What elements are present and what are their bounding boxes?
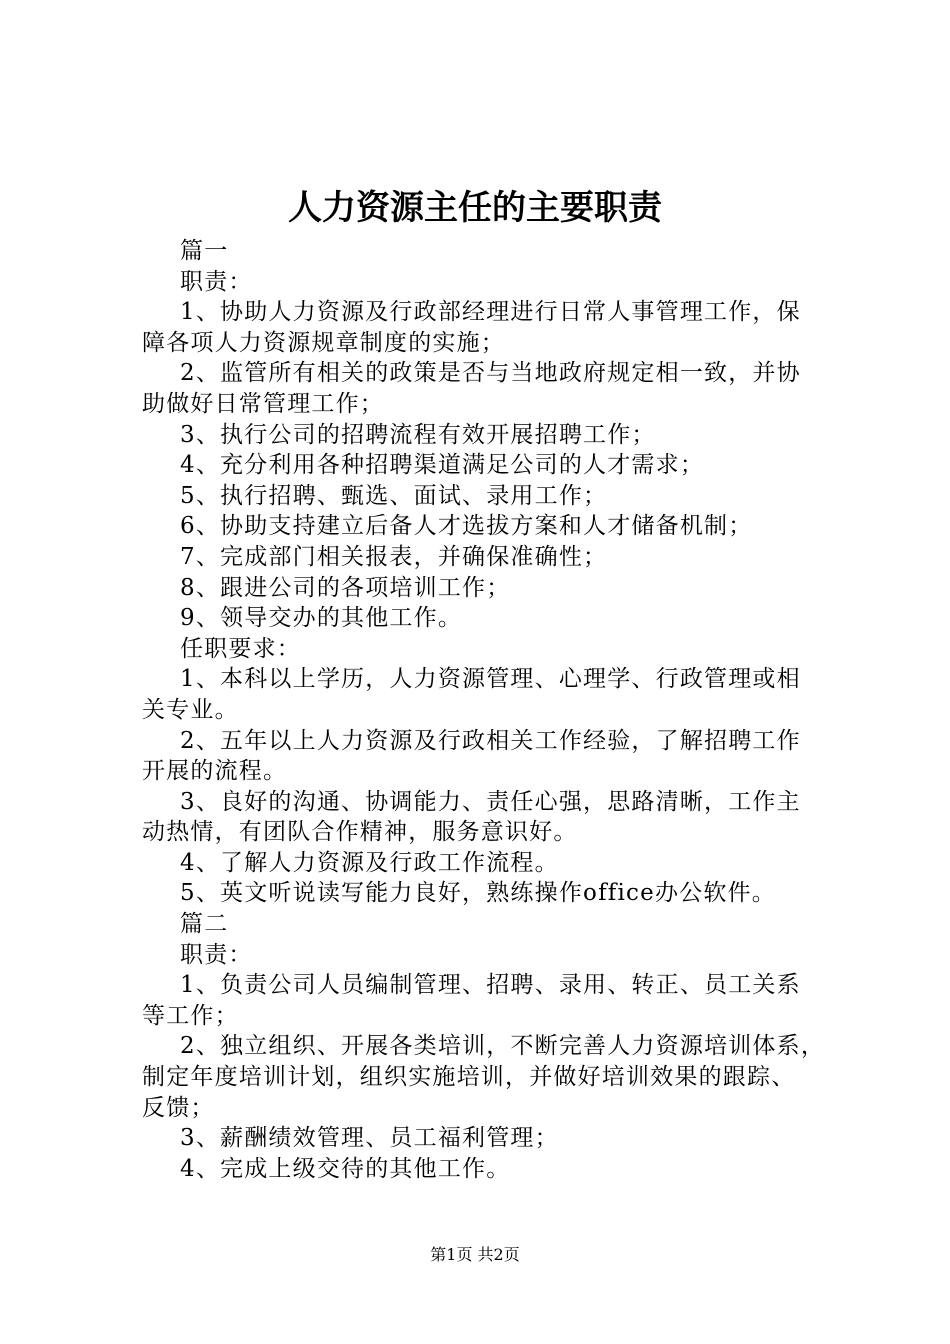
paragraph-line: 3、良好的沟通、协调能力、责任心强，思路清晰，工作主: [180, 788, 801, 815]
page-footer: 第1页 共2页: [430, 1245, 520, 1264]
paragraph-line: 关专业。: [142, 696, 239, 723]
paragraph-line: 开展的流程。: [142, 758, 288, 785]
paragraph-line: 5、执行招聘、甄选、面试、录用工作；: [180, 482, 608, 509]
paragraph-line: 5、英文听说读写能力良好，熟练操作office办公软件。: [180, 880, 776, 907]
section-heading-part-two: 篇二: [180, 911, 229, 938]
paragraph-line: 3、执行公司的招聘流程有效开展招聘工作；: [180, 421, 656, 448]
paragraph-line: 8、跟进公司的各项培训工作；: [180, 574, 511, 601]
document-title: 人力资源主任的主要职责: [288, 188, 662, 228]
section-heading-part-one: 篇一: [180, 238, 229, 264]
paragraph-line: 4、充分利用各种招聘渠道满足公司的人才需求；: [180, 452, 705, 479]
paragraph-line: 2、监管所有相关的政策是否与当地政府规定相一致，并协: [180, 360, 801, 387]
subheading-duties: 职责：: [180, 268, 253, 295]
paragraph-line: 4、完成上级交待的其他工作。: [180, 1155, 511, 1182]
paragraph-line: 等工作；: [142, 1002, 239, 1029]
paragraph-line: 1、负责公司人员编制管理、招聘、录用、转正、员工关系: [180, 972, 801, 999]
paragraph-line: 障各项人力资源规章制度的实施；: [142, 329, 505, 356]
paragraph-line: 4、了解人力资源及行政工作流程。: [180, 849, 559, 876]
paragraph-line: 反馈；: [142, 1094, 215, 1121]
document-body: [142, 236, 838, 1184]
paragraph-line: 2、五年以上人力资源及行政相关工作经验，了解招聘工作: [180, 727, 801, 754]
subheading-duties: 职责：: [180, 941, 253, 968]
paragraph-line: 制定年度培训计划，组织实施培训，并做好培训效果的跟踪、: [142, 1064, 796, 1091]
paragraph-line: 助做好日常管理工作；: [142, 390, 384, 417]
paragraph-line: 2、独立组织、开展各类培训，不断完善人力资源培训体系，: [180, 1033, 826, 1060]
paragraph-line: 7、完成部门相关报表，并确保准确性；: [180, 543, 608, 570]
paragraph-line: 1、本科以上学历，人力资源管理、心理学、行政管理或相: [180, 666, 801, 693]
paragraph-line: 9、领导交办的其他工作。: [180, 605, 463, 632]
paragraph-line: 动热情，有团队合作精神，服务意识好。: [142, 819, 578, 846]
paragraph-line: 6、协助支持建立后备人才选拔方案和人才储备机制；: [180, 513, 753, 540]
paragraph-line: 3、薪酬绩效管理、员工福利管理；: [180, 1125, 559, 1152]
subheading-requirements: 任职要求：: [180, 635, 301, 662]
paragraph-line: 1、协助人力资源及行政部经理进行日常人事管理工作，保: [180, 299, 801, 326]
